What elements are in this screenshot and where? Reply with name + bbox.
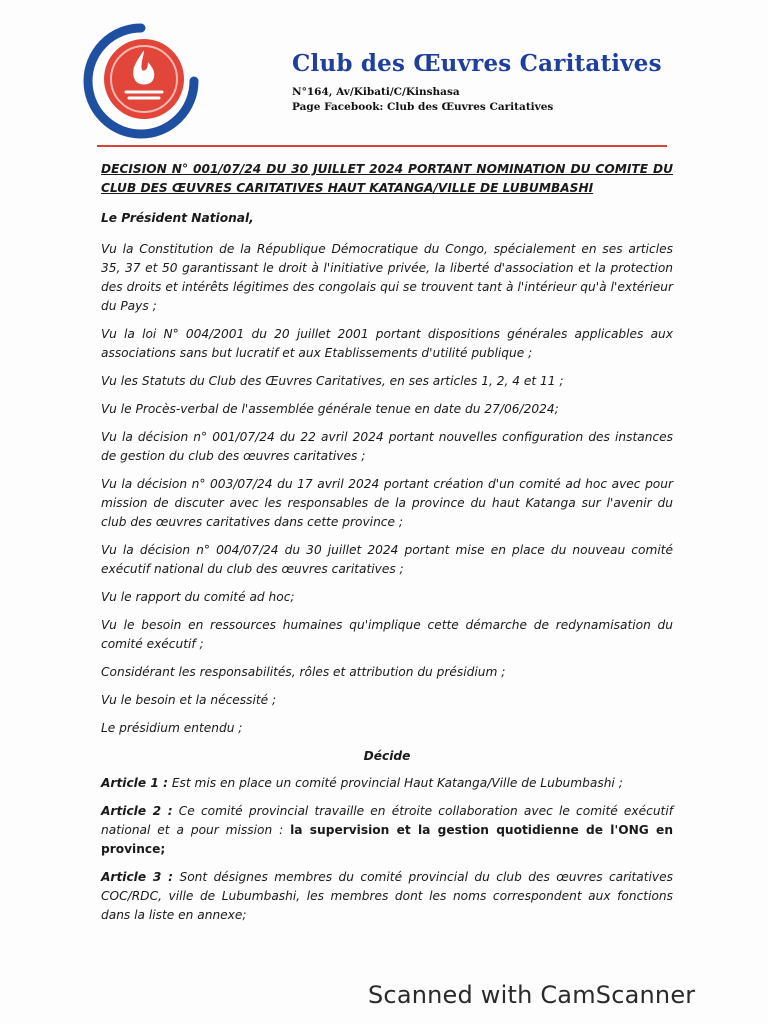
article-3 [101,868,673,925]
article-label: Article 2 : [101,804,173,818]
article-text: Est mis en place un comité provincial Haut Katanga/Ville de Lubumbashi ; [167,776,623,790]
consideration-item: Le présidium entendu ; [101,721,243,735]
consideration-item: Vu les Statuts du Club des Œuvres Caritatives, en ses articles 1, 2, 4 et 11 ; [101,374,564,388]
consideration-item: Vu la décision n° 004/07/24 du 30 juillet 2024 portant mise en place du nouveau comité exécutif national du club des œuvres caritatives ; [101,543,673,576]
decide-heading: Décide [363,749,411,763]
consideration-item: Considérant les responsabilités, rôles et attribution du présidium ; [101,665,506,679]
consideration-item: Vu la loi N° 004/2001 du 20 juillet 2001 portant dispositions générales applicables aux associations sans but lucratif et aux Etablissements d'utilité publique ; [101,327,673,360]
org-name: Club des Œuvres Caritatives [292,50,662,77]
flame-logo-icon [82,22,200,140]
org-facebook: Page Facebook: Club des Œuvres Caritatives [292,101,554,113]
article-label: Article 1 : [101,776,168,790]
article-bold-text: la supervision et la gestion quotidienne de l'ONG en province [101,823,673,856]
decision-title: DECISION N° 001/07/24 DU 30 JUILLET 2024 PORTANT NOMINATION DU COMITE DU CLUB DES ŒUVRES CARITATIVES HAUT KATANGA/VILLE DE LUBUMBASHI [101,162,673,195]
header-divider [97,145,667,147]
article-text: Sont désignes membres du comité provincial du club des œuvres caritatives COC/RDC, ville de Lubumbashi, les membres dont les noms correspondent aux fonctions dans la liste en annexe; [101,870,673,922]
consideration-item: Vu le rapport du comité ad hoc; [101,590,295,604]
article-label: Article 3 : [101,870,174,884]
consideration-item: Vu le Procès-verbal de l'assemblée générale tenue en date du 27/06/2024; [101,402,559,416]
article-1 [101,774,673,793]
article-tail: ; [160,842,166,856]
consideration-item: Vu le besoin et la nécessité ; [101,693,277,707]
consideration-item: Vu la Constitution de la République Démocratique du Congo, spécialement en ses articles 35, 37 et 50 garantissant le droit à l'initiative privée, la liberté d'association et la protection des droits et intérêts légitimes des congolais qui se trouvent tant à l'intérieur qu'à l'extérieur du Pays ; [101,242,673,313]
consideration-item: Vu le besoin en ressources humaines qu'implique cette démarche de redynamisation du comité exécutif ; [101,618,673,651]
consideration-item: Vu la décision n° 003/07/24 du 17 avril 2024 portant création d'un comité ad hoc avec pour mission de discuter avec les responsables de la province du haut Katanga sur l'avenir du club des œuvres caritatives dans cette province ; [101,477,673,529]
org-address: N°164, Av/Kibati/C/Kinshasa [292,86,460,98]
consideration-item: Vu la décision n° 001/07/24 du 22 avril 2024 portant nouvelles configuration des instances de gestion du club des œuvres caritatives ; [101,430,673,463]
article-text: Ce comité provincial travaille en étroite collaboration avec le comité exécutif national et a pour mission : [101,804,673,837]
president-heading: Le Président National, [101,211,254,225]
article-2 [101,802,673,859]
document-body [101,160,673,934]
camscanner-watermark: Scanned with CamScanner [368,981,696,1009]
